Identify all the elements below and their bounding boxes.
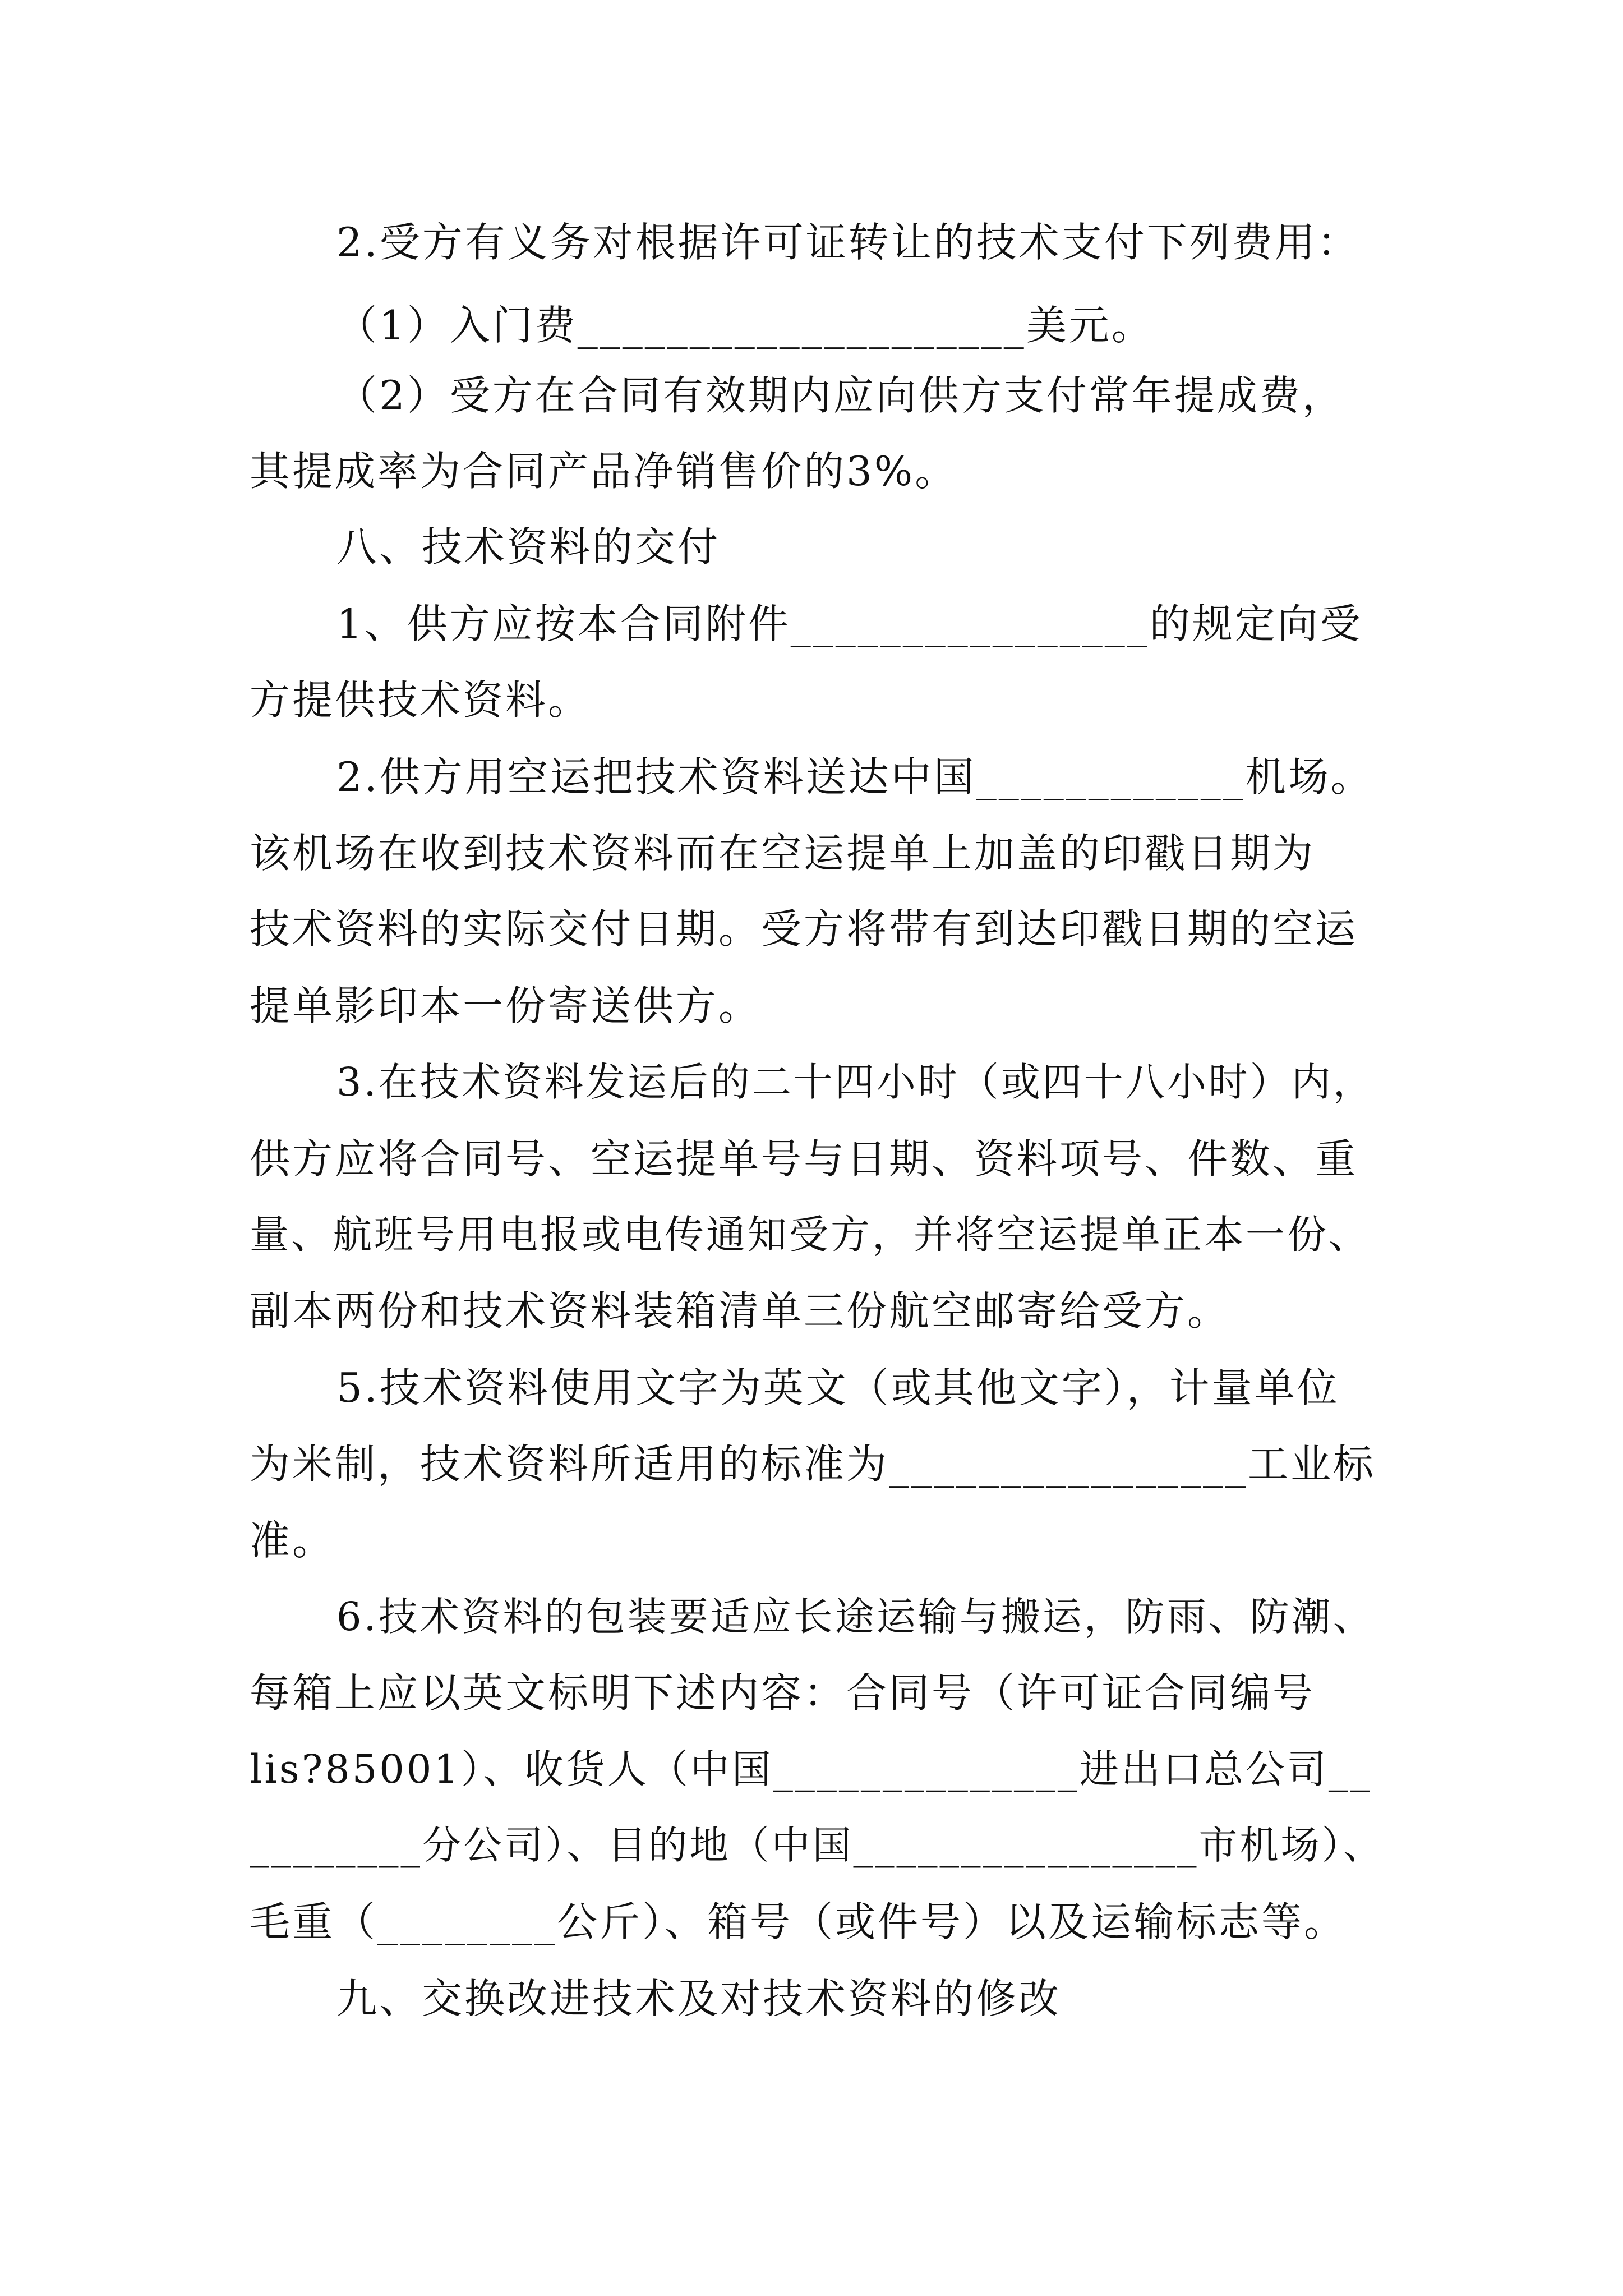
section-8-heading: 八、技术资料的交付: [336, 523, 721, 570]
clause-8-6-line-3: lis?85001）、收货人（中国______________进出口总公司__: [250, 1746, 1372, 1792]
clause-8-6-line-5: 毛重（________公斤）、箱号（或件号）以及运输标志等。: [250, 1898, 1347, 1945]
clause-8-6-line-1: 6.技术资料的包装要适应长途运输与搬运，防雨、防潮、: [336, 1594, 1375, 1640]
section-9-heading: 九、交换改进技术及对技术资料的修改: [336, 1975, 1062, 2022]
royalty-line-2: 其提成率为合同产品净销售价的3%。: [250, 448, 958, 495]
clause-8-1-line-1: 1、供方应按本合同附件________________的规定向受: [336, 600, 1363, 647]
clause-8-1-line-2: 方提供技术资料。: [250, 677, 591, 724]
clause-8-5-line-1: 5.技术资料使用文字为英文（或其他文字），计量单位: [336, 1364, 1340, 1411]
clause-8-2-line-1: 2.供方用空运把技术资料送达中国____________机场。: [336, 753, 1373, 800]
clause-8-2-line-3: 技术资料的实际交付日期。受方将带有到达印戳日期的空运: [250, 905, 1358, 953]
clause-8-2-line-4: 提单影印本一份寄送供方。: [250, 982, 762, 1029]
clause-8-3-line-3: 量、航班号用电报或电传通知受方，并将空运提单正本一份、: [250, 1212, 1370, 1258]
clause-8-5-line-3: 准。: [250, 1517, 335, 1564]
clause-8-6-line-4: ________分公司）、目的地（中国________________市机场）、: [250, 1823, 1384, 1868]
clause-7-2-line: 2.受方有义务对根据许可证转让的技术支付下列费用：: [336, 219, 1360, 266]
clause-8-3-line-4: 副本两份和技术资料装箱清单三份航空邮寄给受方。: [250, 1287, 1230, 1335]
entry-fee-line: （1）入门费____________________美元。: [336, 302, 1154, 349]
clause-8-6-line-2: 每箱上应以英文标明下述内容：合同号（许可证合同编号: [250, 1669, 1316, 1717]
clause-8-2-line-2: 该机场在收到技术资料而在空运提单上加盖的印戳日期为: [250, 830, 1316, 877]
royalty-line-1: （2）受方在合同有效期内应向供方支付常年提成费，: [336, 372, 1345, 419]
clause-8-3-line-1: 3.在技术资料发运后的二十四小时（或四十八小时）内，: [336, 1059, 1375, 1105]
clause-8-5-line-2: 为米制，技术资料所适用的标准为________________工业标: [250, 1441, 1376, 1488]
clause-8-3-line-2: 供方应将合同号、空运提单号与日期、资料项号、件数、重: [250, 1135, 1358, 1182]
